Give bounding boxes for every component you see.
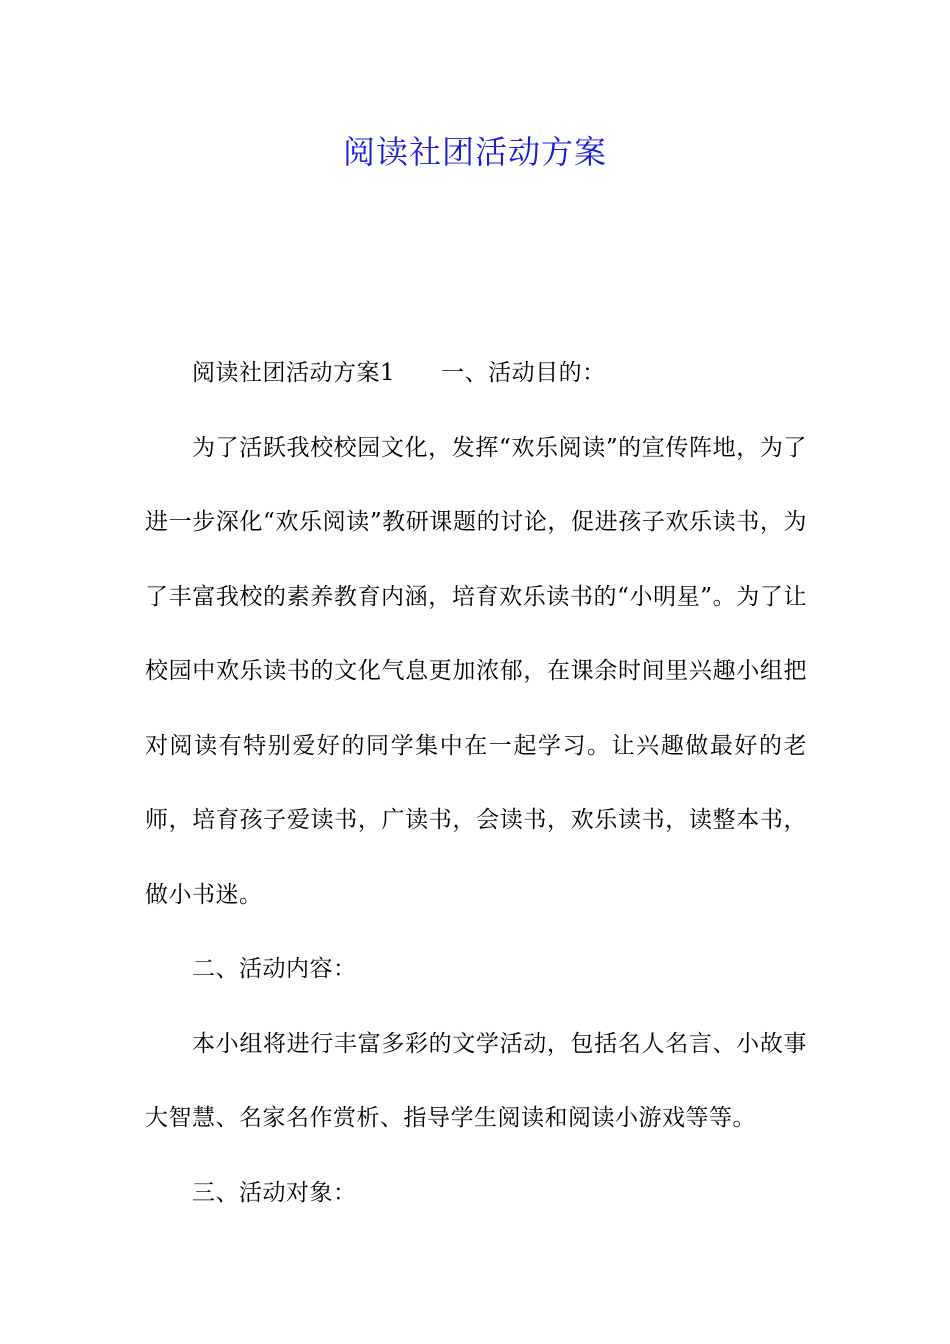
purpose-heading: 一、活动目的： [441, 360, 606, 386]
document-title: 阅读社团活动方案 [342, 133, 607, 171]
content-paragraph: 本小组将进行丰富多彩的文学活动，包括名人名言、小故事大智慧、名家名作赏析、指导学生阅读和阅读小游戏等等。 [145, 1030, 807, 1131]
document-body [145, 336, 807, 1230]
content-heading: 二、活动内容： [192, 956, 357, 982]
section-title: 阅读社团活动方案1 [192, 360, 396, 386]
purpose-paragraph: 为了活跃我校校园文化，发挥“欢乐阅读”的宣传阵地，为了进一步深化“欢乐阅读”教研课题的讨论，促进孩子欢乐读书，为了丰富我校的素养教育内涵，培育欢乐读书的“小明星”。为了让校园中欢乐读书的文化气息更加浓郁，在课余时间里兴趣小组把对阅读有特别爱好的同学集中在一起学习。让兴趣做最好的老师，培育孩子爱读书，广读书，会读书，欢乐读书，读整本书，做小书迷。 [145, 434, 807, 908]
heading-line [145, 336, 807, 411]
target-heading: 三、活动对象： [192, 1179, 357, 1206]
